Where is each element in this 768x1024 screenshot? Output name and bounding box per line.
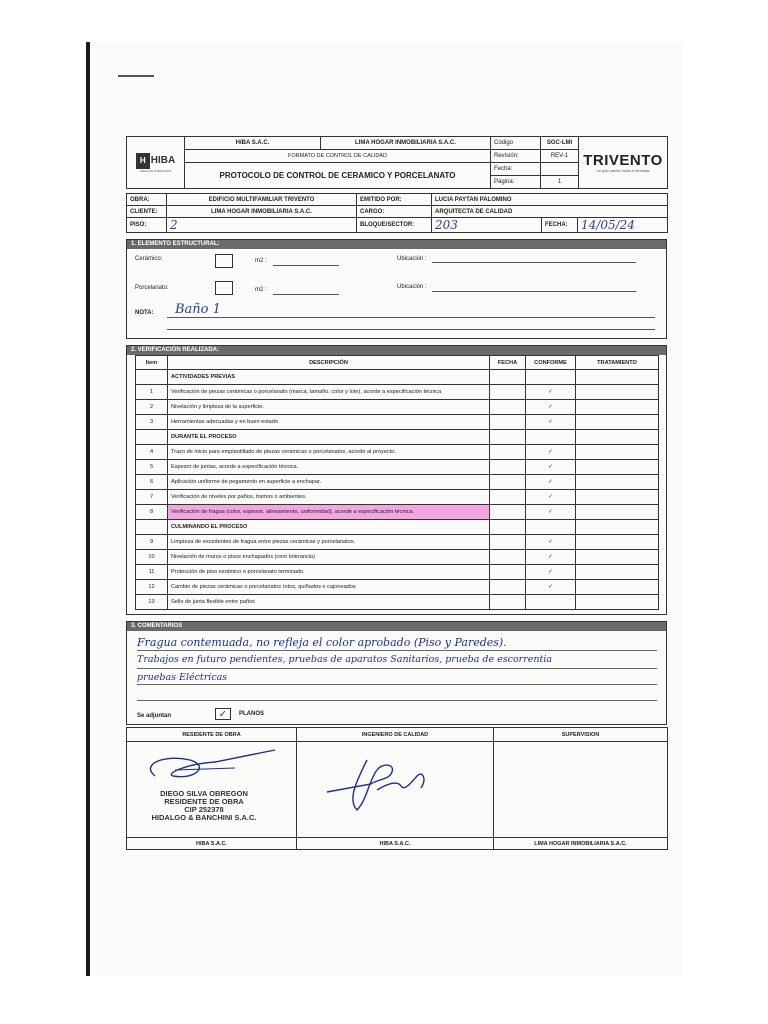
item-description: Verificación de piezas cerámicas o porcelanato (marca, tamaño, color y lote), acorde a especificación técnica	[168, 385, 490, 400]
item-number: 1	[136, 385, 168, 400]
supervision-signature-cell	[494, 742, 668, 838]
company-left: HIBA S.A.C.	[185, 137, 321, 150]
item-description: Trazo de inicio para emplantillado de piezas cerámicas o porcelanatos, acorde al proyecto.	[168, 445, 490, 460]
item-description: Limpieza de excedentes de fragua entre piezas cerámicas y porcelanatos.	[168, 535, 490, 550]
porcelanato-checkbox[interactable]	[215, 281, 233, 295]
residente-title: RESIDENTE DE OBRA	[127, 728, 297, 742]
bloque-label: BLOQUE/SECTOR:	[357, 218, 432, 233]
item-description: Protección de piso cerámico o porcelanato terminado.	[168, 565, 490, 580]
verification-item-row	[136, 475, 659, 490]
nota-line-2	[167, 329, 655, 330]
item-conforme-check[interactable]: ✓	[526, 565, 576, 580]
ingeniero-signature	[317, 750, 437, 820]
item-fecha[interactable]	[490, 505, 526, 520]
item-conforme-check[interactable]: ✓	[526, 505, 576, 520]
group-tratamiento-cell	[576, 430, 659, 445]
item-tratamiento[interactable]	[576, 595, 659, 610]
comentarios-section	[126, 621, 667, 725]
group-conforme-cell	[526, 430, 576, 445]
item-fecha[interactable]	[490, 475, 526, 490]
comment-line-3: pruebas Eléctricas	[137, 672, 228, 683]
form-title: PROTOCOLO DE CONTROL DE CERAMICO Y PORCELANATO	[185, 163, 491, 189]
item-fecha[interactable]	[490, 385, 526, 400]
item-fecha[interactable]	[490, 460, 526, 475]
item-description: Verificación de niveles por paños, tramos o ambientes.	[168, 490, 490, 505]
quality-control-form	[126, 136, 667, 850]
comment-rule-3	[137, 684, 657, 685]
verificacion-title: 2. VERIFICACIÓN REALIZADA:	[127, 346, 666, 355]
verification-table	[135, 355, 659, 610]
field-value-date	[541, 163, 579, 176]
piso-label: PISO:	[127, 218, 167, 233]
obra-label: OBRA:	[127, 194, 167, 206]
item-number: 6	[136, 475, 168, 490]
ingeniero-signature-cell	[297, 742, 494, 838]
item-tratamiento[interactable]	[576, 535, 659, 550]
item-conforme-check[interactable]: ✓	[526, 415, 576, 430]
item-fecha[interactable]	[490, 550, 526, 565]
field-value-revision: REV-1	[541, 150, 579, 163]
item-fecha[interactable]	[490, 490, 526, 505]
item-number: 10	[136, 550, 168, 565]
trivento-logo-sub: Un gran cambio hacia el bienestar	[596, 169, 650, 173]
emitido-label: EMITIDO POR:	[357, 194, 432, 206]
item-tratamiento[interactable]	[576, 415, 659, 430]
hiba-logo: H HIBA HIDALGO & BANCHINI	[127, 137, 185, 189]
item-conforme-check[interactable]: ✓	[526, 535, 576, 550]
foot-right: LIMA HOGAR INMOBILIARIA S.A.C.	[494, 838, 668, 850]
elemento-title: 1. ELEMENTO ESTRUCTURAL:	[127, 240, 666, 249]
obra-value: EDIFICIO MULTIFAMILIAR TRIVENTO	[167, 194, 357, 206]
group-tratamiento-cell	[576, 370, 659, 385]
hiba-logo-block: H	[136, 153, 150, 169]
signatures-table	[126, 727, 668, 850]
comment-rule-2	[137, 668, 657, 669]
item-number: 8	[136, 505, 168, 520]
item-tratamiento[interactable]	[576, 565, 659, 580]
field-label-page: Página:	[491, 176, 541, 189]
verification-item-row	[136, 460, 659, 475]
item-description: Nivelación y limpieza de la superficie.	[168, 400, 490, 415]
group-fecha-cell	[490, 520, 526, 535]
item-tratamiento[interactable]	[576, 400, 659, 415]
group-title: DURANTE EL PROCESO	[168, 430, 490, 445]
bloque-value: 203	[432, 218, 542, 233]
residente-signature	[135, 746, 285, 786]
ceramico-ubicacion-label: Ubicación :	[397, 256, 427, 262]
field-label-revision: Revisión:	[491, 150, 541, 163]
item-number: 3	[136, 415, 168, 430]
group-tratamiento-cell	[576, 520, 659, 535]
group-fecha-cell	[490, 370, 526, 385]
col-descripcion: DESCRIPCIÓN	[168, 356, 490, 370]
ceramico-ubicacion-line[interactable]	[432, 262, 636, 263]
col-fecha: FECHA	[490, 356, 526, 370]
item-conforme-check[interactable]: ✓	[526, 550, 576, 565]
field-label-code: Código	[491, 137, 541, 150]
project-info	[126, 193, 668, 233]
item-number: 11	[136, 565, 168, 580]
ceramico-label: Cerámico:	[135, 256, 163, 262]
item-conforme-check[interactable]	[526, 595, 576, 610]
verificacion-section	[126, 345, 667, 615]
planos-label: PLANOS	[239, 711, 265, 717]
porcelanato-ubicacion-line[interactable]	[432, 291, 636, 292]
porcelanato-label: Porcelanato:	[135, 285, 169, 291]
group-item-cell	[136, 370, 168, 385]
verification-group-row	[136, 370, 659, 385]
ceramico-m2-line[interactable]	[273, 265, 339, 266]
porcelanato-m2-label: m2 :	[255, 287, 267, 293]
item-conforme-check[interactable]: ✓	[526, 580, 576, 595]
cliente-label: CLIENTE:	[127, 206, 167, 218]
group-title: CULMINANDO EL PROCESO	[168, 520, 490, 535]
ingeniero-title: INGENIERO DE CALIDAD	[297, 728, 494, 742]
item-conforme-check[interactable]: ✓	[526, 445, 576, 460]
ceramico-m2-label: m2 :	[255, 258, 267, 264]
cargo-value: ARQUITECTA DE CALIDAD	[432, 206, 668, 218]
ceramico-checkbox[interactable]	[215, 254, 233, 268]
item-description: Nivelación de muros o pisos enchapados (cero tolerancia)	[168, 550, 490, 565]
group-item-cell	[136, 520, 168, 535]
item-number: 13	[136, 595, 168, 610]
se-adjuntan-label: Se adjuntan	[137, 713, 172, 719]
item-number: 5	[136, 460, 168, 475]
field-label-date: Fecha:	[491, 163, 541, 176]
field-value-page: 1	[541, 176, 579, 189]
comment-rule-4	[137, 700, 657, 701]
item-conforme-check[interactable]: ✓	[526, 460, 576, 475]
item-number: 9	[136, 535, 168, 550]
foot-left: HIBA S.A.C.	[127, 838, 297, 850]
verification-item-row	[136, 400, 659, 415]
item-tratamiento[interactable]	[576, 385, 659, 400]
field-value-code: SGC-LMI	[541, 137, 579, 150]
foot-mid: HIBA S.A.C.	[297, 838, 494, 850]
item-description: Verificación de fragua (color, espesor, alineamiento, uniformidad), acorde a especificación técnica.	[168, 505, 490, 520]
item-tratamiento[interactable]	[576, 505, 659, 520]
residente-signature-cell	[127, 742, 297, 838]
item-fecha[interactable]	[490, 595, 526, 610]
item-description: Sello de junta flexible entre paños	[168, 595, 490, 610]
verification-group-row	[136, 430, 659, 445]
company-right: LIMA HOGAR INMOBILIARIA S.A.C.	[321, 137, 491, 150]
item-tratamiento[interactable]	[576, 445, 659, 460]
item-description: Espesor de juntas, acorde a especificación técnica.	[168, 460, 490, 475]
group-conforme-cell	[526, 370, 576, 385]
col-conforme: CONFORME	[526, 356, 576, 370]
verification-item-row	[136, 490, 659, 505]
comentarios-title: 3. COMENTARIOS	[127, 622, 666, 631]
item-fecha[interactable]	[490, 565, 526, 580]
item-description: Cambio de piezas cerámicas o porcelanatos rotos, quiñados o cajoneados	[168, 580, 490, 595]
group-fecha-cell	[490, 430, 526, 445]
verification-header-row	[136, 356, 659, 370]
planos-checkbox[interactable]: ✓	[215, 708, 231, 720]
item-number: 2	[136, 400, 168, 415]
emitido-value: LUCIA PAYTAN PALOMINO	[432, 194, 668, 206]
verification-item-row	[136, 595, 659, 610]
group-title: ACTIVIDADES PREVIAS	[168, 370, 490, 385]
porcelanato-ubicacion-label: Ubicación :	[397, 284, 427, 290]
item-fecha[interactable]	[490, 415, 526, 430]
item-conforme-check[interactable]: ✓	[526, 400, 576, 415]
supervision-title: SUPERVISION	[494, 728, 668, 742]
fecha-label: FECHA:	[542, 218, 578, 233]
item-number: 7	[136, 490, 168, 505]
verification-item-row	[136, 580, 659, 595]
cargo-label: CARGO:	[357, 206, 432, 218]
fecha-value: 14/05/24	[578, 218, 668, 233]
comment-line-2: Trabajos en futuro pendientes, pruebas de aparatos Sanitarios, prueba de escorrentia	[137, 654, 553, 665]
item-description: Herramientas adecuadas y en buen estado	[168, 415, 490, 430]
porcelanato-m2-line[interactable]	[273, 294, 339, 295]
item-tratamiento[interactable]	[576, 490, 659, 505]
item-number: 12	[136, 580, 168, 595]
comment-rule-1	[137, 650, 657, 651]
nota-value: Baño 1	[175, 302, 221, 317]
comment-line-1: Fragua contemuada, no refleja el color aprobado (Piso y Paredes).	[137, 636, 507, 649]
verification-item-row	[136, 445, 659, 460]
verification-item-row	[136, 535, 659, 550]
item-conforme-check[interactable]: ✓	[526, 475, 576, 490]
group-conforme-cell	[526, 520, 576, 535]
pen-mark	[118, 75, 154, 77]
item-tratamiento[interactable]	[576, 580, 659, 595]
hiba-logo-sub: HIDALGO & BANCHINI	[139, 168, 172, 173]
item-number: 4	[136, 445, 168, 460]
item-conforme-check[interactable]: ✓	[526, 490, 576, 505]
verification-item-row	[136, 415, 659, 430]
cliente-value: LIMA HOGAR INMOBILIARIA S.A.C.	[167, 206, 357, 218]
item-tratamiento[interactable]	[576, 550, 659, 565]
piso-value: 2	[167, 218, 357, 233]
elemento-section	[126, 239, 667, 339]
item-tratamiento[interactable]	[576, 475, 659, 490]
col-item: Item	[136, 356, 168, 370]
verification-group-row	[136, 520, 659, 535]
form-header	[126, 136, 668, 189]
item-conforme-check[interactable]: ✓	[526, 385, 576, 400]
item-fecha[interactable]	[490, 580, 526, 595]
group-item-cell	[136, 430, 168, 445]
item-description: Aplicación uniforme de pegamento en superficie a enchapar.	[168, 475, 490, 490]
format-label: FORMATO DE CONTROL DE CALIDAD	[185, 150, 491, 163]
nota-label: NOTA:	[135, 310, 154, 316]
trivento-logo: TRIVENTO Un gran cambio hacia el bienestar	[579, 137, 668, 189]
item-tratamiento[interactable]	[576, 460, 659, 475]
item-fecha[interactable]	[490, 445, 526, 460]
item-fecha[interactable]	[490, 400, 526, 415]
residente-stamp: DIEGO SILVA OBREGON RESIDENTE DE OBRA CIP 252378 HIDALGO & BANCHINI S.A.C.	[151, 789, 257, 822]
verification-item-row	[136, 550, 659, 565]
col-tratamiento: TRATAMIENTO	[576, 356, 659, 370]
verification-item-row	[136, 565, 659, 580]
item-fecha[interactable]	[490, 535, 526, 550]
nota-line-1	[167, 317, 655, 318]
verification-item-row	[136, 505, 659, 520]
verification-item-row	[136, 385, 659, 400]
